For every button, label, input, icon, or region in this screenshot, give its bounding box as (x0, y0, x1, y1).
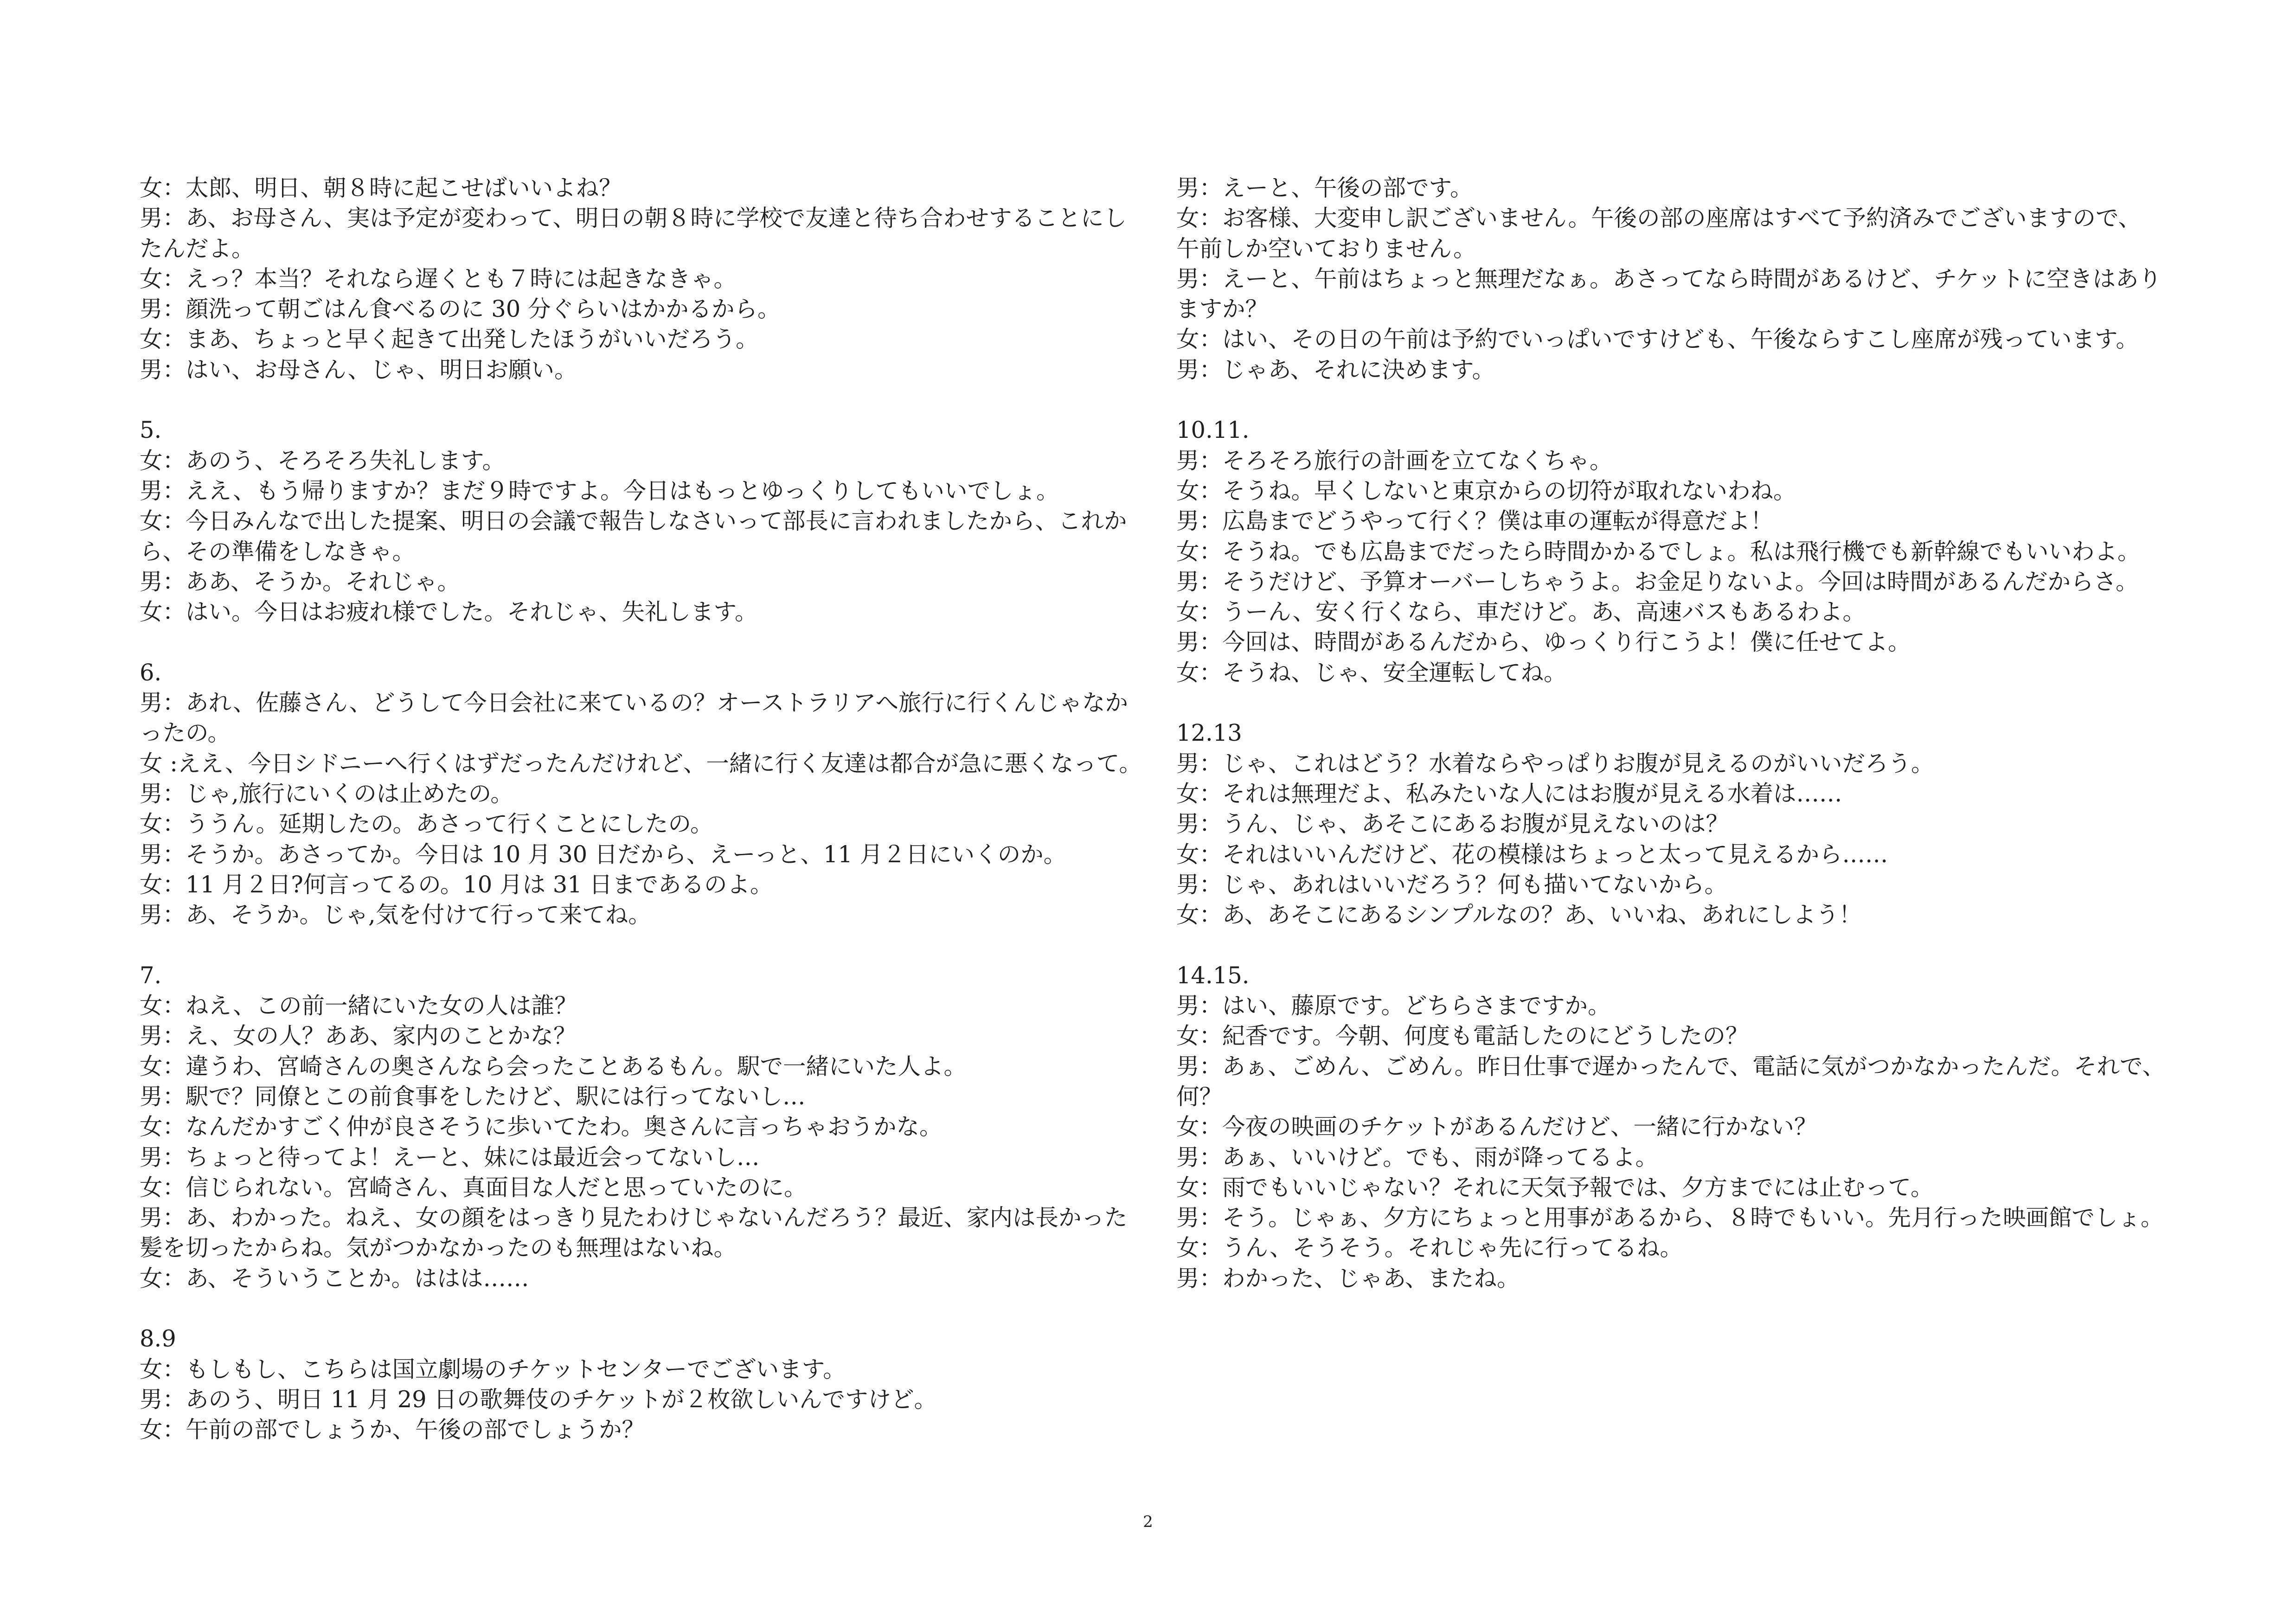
text-line: 男：あのう、明日 11 月 29 日の歌舞伎のチケットが２枚欲しいんですけど。 (140, 1385, 937, 1413)
dialogue-line (1176, 264, 2174, 325)
dialogue-line (140, 294, 1137, 324)
text-line: 男：うん、じゃ、あそこにあるお腹が見えないのは？ (1176, 810, 1729, 838)
dialogue-line (140, 1051, 1137, 1082)
dialogue-line (1176, 446, 2174, 476)
text-line: 男：えーと、午後の部です。 (1176, 174, 1473, 201)
dialogue-line (1176, 476, 2174, 506)
text-line: 男：ええ、もう帰りますか？まだ９時ですよ。今日はもっとゆっくりしてもいいでしょ。 (140, 477, 1059, 504)
text-line: ますか？ (1176, 295, 1268, 323)
text-line: 男：今回は、時間があるんだから、ゆっくり行こうよ！僕に任せてよ。 (1176, 628, 1911, 656)
dialogue-line (140, 476, 1137, 506)
dialogue-section (1176, 415, 2174, 688)
text-line: 女：あ、そういうことか。ははは…… (140, 1264, 529, 1292)
section-number: 7. (140, 962, 162, 989)
dialogue-line (140, 1263, 1137, 1294)
dialogue-section (1176, 718, 2174, 930)
text-line: 女：まあ、ちょっと早く起きて出発したほうがいいだろう。 (140, 326, 759, 353)
text-line: 男：そうだけど、予算オーバーしちゃうよ。お金足りないよ。今回は時間があるんだからさ。 (1176, 568, 2139, 595)
text-line: 男：はい、お母さん、じゃ、明日お願い。 (140, 356, 577, 383)
dialogue-line (140, 203, 1137, 264)
dialogue-line (1176, 627, 2174, 657)
dialogue-line (1176, 1021, 2174, 1051)
text-line: 男：そう。じゃぁ、夕方にちょっと用事があるから、８時でもいい。先月行った映画館でしょ。 (1176, 1204, 2164, 1231)
dialogue-line (140, 1354, 1137, 1385)
section-number: 10.11. (1176, 417, 1250, 444)
section-number: 8.9 (140, 1325, 176, 1353)
dialogue-line (1176, 1263, 2174, 1294)
dialogue-line (140, 991, 1137, 1021)
text-line: 男：ああ、そうか。それじゃ。 (140, 568, 461, 595)
dialogue-section (140, 415, 1137, 627)
text-line: 女：はい、その日の午前は予約でいっぱいですけども、午後ならすこし座席が残っています。 (1176, 326, 2139, 353)
text-line: 女：11 月２日?何言ってるの。10 月は 31 日まであるのよ。 (140, 871, 773, 898)
text-line: 男：えーと、午前はちょっと無理だなぁ。あさってなら時間があるけど、チケットに空きはあり (1176, 265, 2162, 292)
text-line: 女：もしもし、こちらは国立劇場のチケットセンターでございます。 (140, 1355, 846, 1383)
text-line: 男：あれ、佐藤さん、どうして今日会社に来ているの？オーストラリアへ旅行に行くんじゃなか (140, 689, 1128, 717)
dialogue-line (1176, 355, 2174, 385)
dialogue-line (1176, 1112, 2174, 1142)
section-number: 14.15. (1176, 962, 1250, 989)
dialogue-line (140, 1385, 1137, 1415)
text-line: 女：紀香です。今朝、何度も電話したのにどうしたの？ (1176, 1022, 1749, 1050)
dialogue-section (140, 173, 1137, 385)
text-line: 男：じゃ、これはどう？水着ならやっぱりお腹が見えるのがいいだろう。 (1176, 750, 1934, 777)
dialogue-section (140, 1324, 1137, 1445)
dialogue-line (1176, 567, 2174, 597)
dialogue-line (1176, 173, 2174, 203)
section-number: 5. (140, 417, 162, 444)
text-line: 女：太郎、明日、朝８時に起こせばいいよね？ (140, 174, 622, 201)
dialogue-line (1176, 1233, 2174, 1263)
text-line: 男：じゃあ、それに決めます。 (1176, 356, 1495, 383)
dialogue-line (1176, 658, 2174, 688)
dialogue-section (140, 658, 1142, 930)
page-number: 2 (1143, 1513, 1153, 1531)
dialogue-line (140, 809, 1137, 839)
text-line: 男：あ、お母さん、実は予定が変わって、明日の朝８時に学校で友達と待ち合わせすることにし (140, 205, 1127, 232)
dialogue-line (1176, 1051, 2174, 1112)
dialogue-line (1176, 809, 2174, 839)
dialogue-line (140, 688, 1137, 749)
text-line: 女：そうね。でも広島までだったら時間かかるでしょ。私は飛行機でも新幹線でもいいわよ。 (1176, 538, 2141, 565)
dialogue-line (140, 446, 1137, 476)
text-line: ったの。 (140, 719, 231, 747)
text-line: ら、その準備をしなきゃ。 (140, 538, 415, 565)
text-line: 女：あ、あそこにあるシンプルなの？あ、いいね、あれにしよう！ (1176, 901, 1862, 929)
text-line: 女：うん、そうそう。それじゃ先に行ってるね。 (1176, 1234, 1683, 1262)
text-line: 男：ちょっと待ってよ！えーと、妹には最近会ってないし… (140, 1143, 760, 1171)
dialogue-line (140, 1082, 1137, 1112)
dialogue-line (140, 900, 1137, 930)
dialogue-line (140, 355, 1137, 385)
dialogue-line (140, 779, 1137, 809)
dialogue-line (140, 173, 1137, 203)
text-line: 女：雨でもいいじゃない？それに天気予報では、夕方までには止むって。 (1176, 1173, 1934, 1201)
dialogue-line (1176, 870, 2174, 900)
dialogue-line (1176, 203, 2174, 264)
text-line: 女：はい。今日はお疲れ様でした。それじゃ、失礼します。 (140, 598, 758, 626)
dialogue-line (1176, 749, 2174, 779)
dialogue-line (1176, 840, 2174, 870)
dialogue-line (140, 506, 1137, 567)
text-line: 女：信じられない。宮崎さん、真面目な人だと思っていたのに。 (140, 1173, 807, 1201)
dialogue-line (140, 1112, 1137, 1142)
text-line: 女：そうね、じゃ、安全運転してね。 (1176, 659, 1567, 686)
dialogue-line (1176, 1142, 2174, 1173)
dialogue-line (1176, 900, 2174, 930)
dialogue-line (1176, 537, 2174, 567)
text-line: 女：それはいいんだけど、花の模様はちょっと太って見えるから…… (1176, 840, 1888, 868)
text-line: 午前しか空いておりません。 (1176, 235, 1476, 262)
dialogue-section (1176, 961, 2174, 1294)
text-line: 髪を切ったからね。気がつかなかったのも無理はないね。 (140, 1234, 737, 1262)
text-line: 女：ねえ、この前一緒にいた女の人は誰？ (140, 992, 577, 1019)
dialogue-section (140, 961, 1137, 1294)
text-line: 女：今夜の映画のチケットがあるんだけど、一緒に行かない？ (1176, 1113, 1817, 1141)
dialogue-line (140, 567, 1137, 597)
text-line: 男：はい、藤原です。どちらさまですか。 (1176, 992, 1611, 1019)
dialogue-line (1176, 779, 2174, 809)
section-number: 12.13 (1176, 719, 1242, 747)
dialogue-line (140, 749, 1142, 779)
text-line: 男：そうか。あさってか。今日は 10 月 30 日だから、えーっと、11 月２日にいくのか。 (140, 840, 1067, 868)
dialogue-line (140, 597, 1137, 627)
text-line: 女：それは無理だよ、私みたいな人にはお腹が見える水着は…… (1176, 780, 1842, 807)
text-line: 男：じゃ、あれはいいだろう？何も描いてないから。 (1176, 871, 1727, 898)
text-line: 女：今日みんなで出した提案、明日の会議で報告しなさいって部長に言われましたから、これか (140, 507, 1127, 535)
text-line: 男：あ、わかった。ねえ、女の顔をはっきり見たわけじゃないんだろう？最近、家内は長かった (140, 1204, 1128, 1231)
dialogue-line (140, 1415, 1137, 1445)
dialogue-line (1176, 1173, 2174, 1203)
text-line: 何？ (1176, 1083, 1222, 1110)
text-line: 男：駅で？同僚とこの前食事をしたけど、駅には行ってないし… (140, 1083, 806, 1110)
text-line: 女：あのう、そろそろ失礼します。 (140, 447, 506, 474)
text-line: 女：うーん、安く行くなら、車だけど。あ、高速バスもあるわよ。 (1176, 598, 1866, 626)
text-line: 男：あぁ、ごめん、ごめん。昨日仕事で遅かったんで、電話に気がつかなかったんだ。それで、 (1176, 1052, 2165, 1080)
text-line: 女：お客様、大変申し訳ございません。午後の部の座席はすべて予約済みでございますので、 (1176, 205, 2141, 232)
text-line: 女：午前の部でしょうか、午後の部でしょうか？ (140, 1416, 645, 1443)
dialogue-line (1176, 1203, 2174, 1233)
dialogue-line (140, 1021, 1137, 1051)
text-line: 男：広島までどうやって行く？僕は車の運転が得意だよ！ (1176, 507, 1773, 535)
text-line: 女 :ええ、今日シドニーへ行くはずだったんだけれど、一緒に行く友達は都合が急に悪くなって。 (140, 750, 1142, 777)
text-line: 男：え、女の人？ああ、家内のことかな？ (140, 1022, 577, 1050)
text-line: 男：じゃ,旅行にいくのは止めたの。 (140, 780, 513, 807)
section-number: 6. (140, 659, 162, 686)
text-line: 男：わかった、じゃあ、またね。 (1176, 1264, 1520, 1292)
text-line: 男：そろそろ旅行の計画を立てなくちゃ。 (1176, 447, 1613, 474)
dialogue-line (140, 1142, 1137, 1173)
text-line: 女：ううん。延期したの。あさって行くことにしたの。 (140, 810, 713, 838)
left-column (140, 173, 1142, 1445)
dialogue-section (1176, 173, 2174, 385)
text-line: 男：あぁ、いいけど。でも、雨が降ってるよ。 (1176, 1143, 1659, 1171)
text-line: たんだよ。 (140, 235, 255, 262)
dialogue-line (1176, 506, 2174, 536)
text-line: 女：違うわ、宮崎さんの奥さんなら会ったことあるもん。駅で一緒にいた人よ。 (140, 1052, 967, 1080)
dialogue-line (140, 1173, 1137, 1203)
dialogue-line (140, 870, 1137, 900)
dialogue-line (140, 1203, 1137, 1263)
text-line: 女：そうね。早くしないと東京からの切符が取れないわね。 (1176, 477, 1796, 504)
text-line: 女：なんだかすごく仲が良さそうに歩いてたわ。奥さんに言っちゃおうかな。 (140, 1113, 943, 1141)
dialogue-line (1176, 324, 2174, 354)
right-column (1176, 173, 2174, 1294)
dialogue-line (1176, 991, 2174, 1021)
text-line: 女：えっ？本当？それなら遅くとも７時には起きなきゃ。 (140, 265, 737, 292)
dialogue-line (140, 264, 1137, 294)
text-line: 男：あ、そうか。じゃ,気を付けて行って来てね。 (140, 901, 651, 929)
text-line: 男：顔洗って朝ごはん食べるのに 30 分ぐらいはかかるから。 (140, 295, 781, 323)
dialogue-line (140, 324, 1137, 354)
dialogue-line (140, 840, 1137, 870)
dialogue-line (1176, 597, 2174, 627)
